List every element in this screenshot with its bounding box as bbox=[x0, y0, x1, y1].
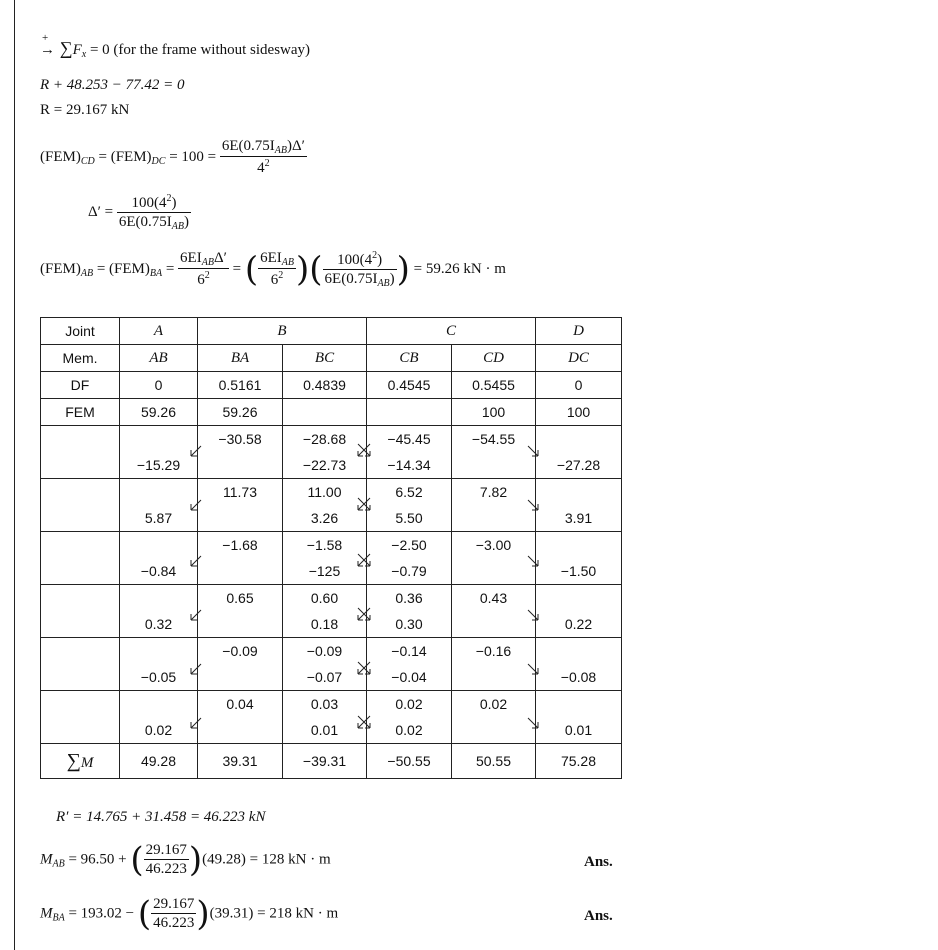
iteration-cell bbox=[452, 611, 536, 638]
joint-row bbox=[41, 318, 622, 345]
iteration-cell: 0.03 bbox=[283, 691, 367, 718]
joint-d: D bbox=[536, 318, 622, 345]
iteration-cell bbox=[452, 558, 536, 585]
joint-c: C bbox=[367, 318, 536, 345]
iteration-label bbox=[41, 691, 120, 718]
iteration-cell: −3.00 bbox=[452, 532, 536, 559]
iteration-cell: 0.32 bbox=[120, 611, 198, 638]
iteration-cell bbox=[120, 426, 198, 453]
sum-row bbox=[41, 744, 622, 779]
delta-fraction: $\frac{100(4^2)}{6E(0.75I_{AB})}$ bbox=[118, 193, 190, 232]
fem-cell: 59.26 bbox=[120, 399, 198, 426]
fem-cd-fraction: $\frac{6E(0.75I_{AB})\Delta'}{4^2}$ bbox=[221, 138, 305, 176]
iteration-cell bbox=[536, 532, 622, 559]
iteration-label bbox=[41, 664, 120, 691]
member-bc: BC bbox=[283, 345, 367, 372]
iteration-label bbox=[41, 611, 120, 638]
iteration-cell: −0.07 bbox=[283, 664, 367, 691]
iteration-cell: 0.65 bbox=[198, 585, 283, 612]
iteration-cell bbox=[536, 426, 622, 453]
iteration-cell: −15.29 bbox=[120, 452, 198, 479]
fem-cell bbox=[367, 399, 452, 426]
iteration-cell: −27.28 bbox=[536, 452, 622, 479]
delta-equation: Δ′ = $\frac{100(4^2)}{6E(0.75I_{AB})}$ bbox=[88, 193, 190, 232]
iteration-label bbox=[41, 558, 120, 585]
iteration-cell bbox=[198, 664, 283, 691]
iteration-cell: 0.02 bbox=[120, 717, 198, 744]
iteration-cell: 3.91 bbox=[536, 505, 622, 532]
carry-over-arrow-icon bbox=[190, 663, 202, 675]
m-ab-equation: $M_{AB} = 96.50$ + ( $\frac{29.167}{46.223}$ )(49.28) = 128 kN · m bbox=[40, 840, 331, 880]
iteration-cell: −0.05 bbox=[120, 664, 198, 691]
iteration-cell: 0.02 bbox=[367, 717, 452, 744]
iteration-cell bbox=[536, 585, 622, 612]
crossed-arrows-icon bbox=[357, 443, 371, 457]
answer-label: Ans. bbox=[584, 854, 613, 870]
carry-over-arrow-icon bbox=[190, 445, 202, 457]
iteration-cell: −125 bbox=[283, 558, 367, 585]
fem-cell: 59.26 bbox=[198, 399, 283, 426]
iteration-cell bbox=[120, 532, 198, 559]
df-label: DF bbox=[41, 372, 120, 399]
iteration-cell: −45.45 bbox=[367, 426, 452, 453]
iteration-cell: 5.50 bbox=[367, 505, 452, 532]
sum-cell: −39.31 bbox=[283, 744, 367, 779]
m-ba-fraction: $\frac{29.167}{46.223}$ bbox=[153, 896, 195, 931]
equilibrium-equation: R + 48.253 − 77.42 = 0 bbox=[40, 77, 185, 93]
iteration-label bbox=[41, 532, 120, 559]
fem-label: FEM bbox=[41, 399, 120, 426]
iteration-cell bbox=[120, 691, 198, 718]
iteration-cell bbox=[198, 452, 283, 479]
m-ab-fraction: $\frac{29.167}{46.223}$ bbox=[145, 842, 187, 877]
iteration-cell: −0.09 bbox=[283, 638, 367, 665]
iteration-cell bbox=[536, 691, 622, 718]
crossed-arrows-icon bbox=[357, 607, 371, 621]
member-dc: DC bbox=[536, 345, 622, 372]
df-cell: 0.4545 bbox=[367, 372, 452, 399]
df-cell: 0 bbox=[536, 372, 622, 399]
iteration-cell: −2.50 bbox=[367, 532, 452, 559]
iteration-cell: −22.73 bbox=[283, 452, 367, 479]
iteration-label bbox=[41, 479, 120, 506]
reaction-result: R = 29.167 kN bbox=[40, 102, 130, 118]
iteration-label bbox=[41, 638, 120, 665]
iteration-cell: 0.18 bbox=[283, 611, 367, 638]
iteration-cell bbox=[198, 505, 283, 532]
iteration-label bbox=[41, 452, 120, 479]
sum-cell: 75.28 bbox=[536, 744, 622, 779]
joint-b: B bbox=[198, 318, 367, 345]
fem-cell bbox=[283, 399, 367, 426]
carry-over-arrow-icon bbox=[190, 609, 202, 621]
iteration-cell: −0.04 bbox=[367, 664, 452, 691]
joint-label: Joint bbox=[41, 318, 120, 345]
iteration-cell: 0.30 bbox=[367, 611, 452, 638]
fem-cell: 100 bbox=[536, 399, 622, 426]
iteration-cell: 0.43 bbox=[452, 585, 536, 612]
iteration-cell bbox=[198, 717, 283, 744]
carry-over-arrow-icon bbox=[527, 717, 539, 729]
iteration-cell bbox=[452, 452, 536, 479]
m-ba-equation: $M_{BA} = 193.02$ − ( $\frac{29.167}{46.223}$ )(39.31) = 218 kN · m bbox=[40, 894, 339, 934]
crossed-arrows-icon bbox=[357, 497, 371, 511]
iteration-cell: 11.00 bbox=[283, 479, 367, 506]
iteration-row bbox=[41, 585, 622, 612]
member-cd: CD bbox=[452, 345, 536, 372]
iteration-label bbox=[41, 585, 120, 612]
iteration-cell: −28.68 bbox=[283, 426, 367, 453]
iteration-cell: 5.87 bbox=[120, 505, 198, 532]
crossed-arrows-icon bbox=[357, 715, 371, 729]
fem-ab-fraction-1: $\frac{6EI_{AB}\Delta'}{6^2}$ bbox=[180, 250, 227, 288]
iteration-cell bbox=[536, 638, 622, 665]
member-row bbox=[41, 345, 622, 372]
carry-over-arrow-icon bbox=[527, 609, 539, 621]
iteration-cell: 6.52 bbox=[367, 479, 452, 506]
iteration-cell bbox=[198, 558, 283, 585]
iteration-label bbox=[41, 717, 120, 744]
fem-ab-fraction-2: $\frac{6EI_{AB}}{6^2}$ bbox=[260, 250, 294, 288]
iteration-cell bbox=[452, 505, 536, 532]
iteration-cell: 0.22 bbox=[536, 611, 622, 638]
iteration-label bbox=[41, 505, 120, 532]
carry-over-arrow-icon bbox=[190, 555, 202, 567]
iteration-cell: 0.04 bbox=[198, 691, 283, 718]
iteration-label bbox=[41, 426, 120, 453]
iteration-cell bbox=[120, 479, 198, 506]
member-label: Mem. bbox=[41, 345, 120, 372]
sum-cell: 39.31 bbox=[198, 744, 283, 779]
carry-over-arrow-icon bbox=[527, 499, 539, 511]
fem-cd-equation: $(FEM)_{CD} = (FEM)_{DC} = 100$ = $\frac{6E(0.75I_{AB})\Delta'}{4^2}$ bbox=[40, 138, 305, 176]
iteration-cell: −30.58 bbox=[198, 426, 283, 453]
iteration-cell: −1.68 bbox=[198, 532, 283, 559]
fem-ab-fraction-3: $\frac{100(4^2)}{6E(0.75I_{AB})}$ bbox=[324, 250, 395, 289]
iteration-cell: −0.84 bbox=[120, 558, 198, 585]
iteration-cell: −0.79 bbox=[367, 558, 452, 585]
iteration-cell: −0.16 bbox=[452, 638, 536, 665]
iteration-cell bbox=[120, 585, 198, 612]
r-prime-equation: R′ = 14.765 + 31.458 = 46.223 kN bbox=[56, 809, 266, 825]
sum-label: ∑M bbox=[41, 744, 120, 779]
df-cell: 0.5455 bbox=[452, 372, 536, 399]
iteration-cell: 11.73 bbox=[198, 479, 283, 506]
moment-distribution-table bbox=[40, 317, 622, 779]
iteration-cell: 3.26 bbox=[283, 505, 367, 532]
sum-fx-equation: + → $\sum F_x = 0$ (for the frame without sidesway) bbox=[40, 32, 311, 60]
iteration-cell: 0.02 bbox=[367, 691, 452, 718]
crossed-arrows-icon bbox=[357, 553, 371, 567]
fem-row bbox=[41, 399, 622, 426]
iteration-cell: 0.01 bbox=[536, 717, 622, 744]
iteration-cell: 7.82 bbox=[452, 479, 536, 506]
member-ba: BA bbox=[198, 345, 283, 372]
iteration-cell bbox=[198, 611, 283, 638]
df-cell: 0.5161 bbox=[198, 372, 283, 399]
iteration-cell: −14.34 bbox=[367, 452, 452, 479]
sum-cell: 50.55 bbox=[452, 744, 536, 779]
member-ab: AB bbox=[120, 345, 198, 372]
answer-label: Ans. bbox=[584, 908, 613, 924]
fem-cell: 100 bbox=[452, 399, 536, 426]
df-cell: 0.4839 bbox=[283, 372, 367, 399]
iteration-row bbox=[41, 691, 622, 718]
member-cb: CB bbox=[367, 345, 452, 372]
carry-over-arrow-icon bbox=[527, 445, 539, 457]
carry-over-arrow-icon bbox=[527, 555, 539, 567]
iteration-cell bbox=[452, 664, 536, 691]
joint-a: A bbox=[120, 318, 198, 345]
sum-cell: 49.28 bbox=[120, 744, 198, 779]
iteration-cell: 0.02 bbox=[452, 691, 536, 718]
iteration-cell: 0.36 bbox=[367, 585, 452, 612]
df-row bbox=[41, 372, 622, 399]
iteration-cell bbox=[120, 638, 198, 665]
iteration-cell bbox=[452, 717, 536, 744]
crossed-arrows-icon bbox=[357, 661, 371, 675]
iteration-cell: −0.09 bbox=[198, 638, 283, 665]
iteration-cell: −0.08 bbox=[536, 664, 622, 691]
iteration-cell: −54.55 bbox=[452, 426, 536, 453]
carry-over-arrow-icon bbox=[527, 663, 539, 675]
positive-right-arrow-icon: + → bbox=[40, 32, 55, 58]
iteration-cell: −0.14 bbox=[367, 638, 452, 665]
left-margin-rule bbox=[14, 0, 15, 950]
iteration-cell: 0.01 bbox=[283, 717, 367, 744]
iteration-cell bbox=[536, 479, 622, 506]
carry-over-arrow-icon bbox=[190, 717, 202, 729]
iteration-cell: −1.58 bbox=[283, 532, 367, 559]
fem-ab-equation: $(FEM)_{AB} = (FEM)_{BA}$ = $\frac{6EI_{AB}\Delta'}{6^2}$ = ( $\frac{6EI_{AB}}{6^2}$ )( $\frac{100(4^2)}{6E(0.75I_{AB})}$ ) = 59.26 kN · m bbox=[40, 249, 506, 290]
carry-over-arrow-icon bbox=[190, 499, 202, 511]
iteration-cell: 0.60 bbox=[283, 585, 367, 612]
df-cell: 0 bbox=[120, 372, 198, 399]
iteration-row bbox=[41, 638, 622, 665]
iteration-cell: −1.50 bbox=[536, 558, 622, 585]
sum-cell: −50.55 bbox=[367, 744, 452, 779]
